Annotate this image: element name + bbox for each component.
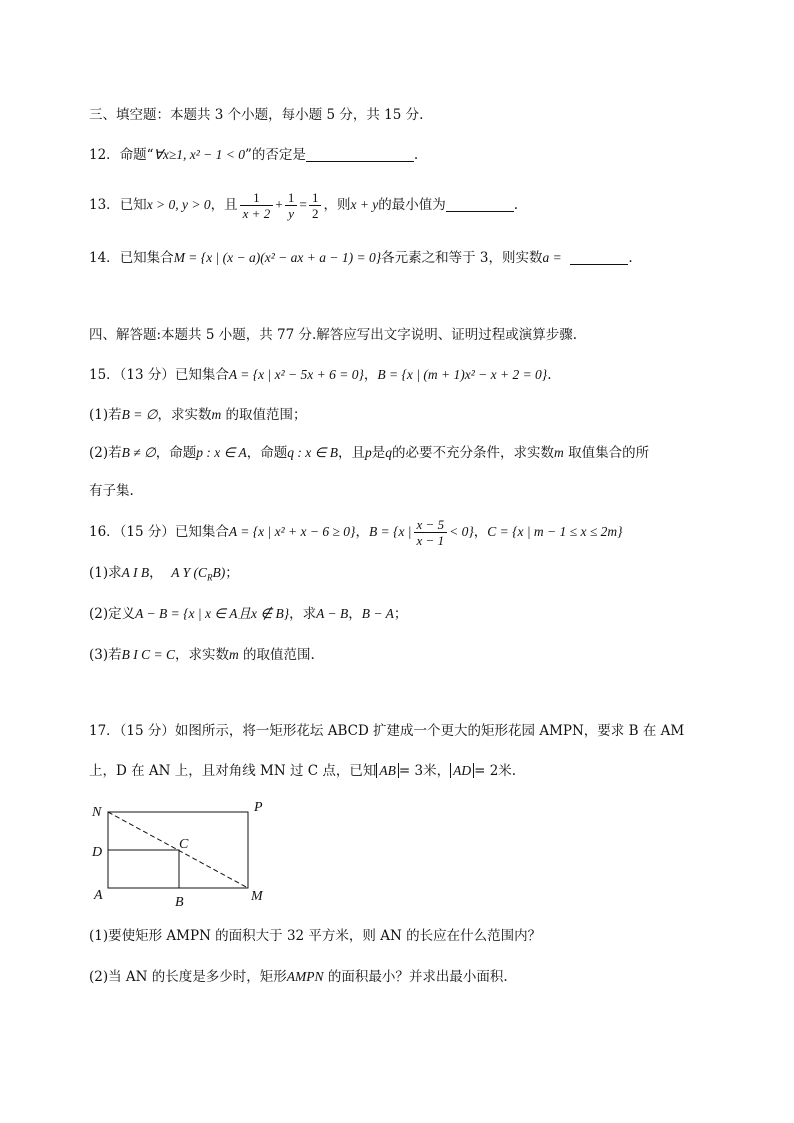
q16-p3-m: m bbox=[229, 647, 239, 662]
q16-p2-b: ，求 bbox=[289, 606, 317, 622]
q16-sep2: ， bbox=[473, 524, 488, 540]
q12-text-a: 命题“ bbox=[119, 147, 154, 163]
q15-p2-math1: B ≠ ∅ bbox=[121, 445, 156, 460]
q16-p3-math: B I C = C bbox=[121, 647, 175, 662]
q16-p1-sep: ， bbox=[149, 565, 163, 581]
question-16-part-2 bbox=[89, 605, 407, 623]
q16-p1-a: (1)求 bbox=[89, 565, 122, 581]
q15-set-b: B = {x | (m + 1)x² − x + 2 = 0} bbox=[377, 367, 548, 382]
label-d: D bbox=[92, 845, 103, 860]
q13-equals: = bbox=[299, 197, 307, 212]
question-16-part-3 bbox=[89, 646, 315, 664]
question-15-part-2-cont: 有子集. bbox=[89, 483, 134, 499]
q14-number: 14． bbox=[89, 250, 120, 266]
q12-text-b: ”的否定是 bbox=[245, 147, 306, 163]
q13-math-a: x > 0, y > 0 bbox=[146, 197, 211, 212]
q14-end: . bbox=[628, 250, 633, 266]
label-a: A bbox=[94, 888, 103, 903]
question-12 bbox=[89, 146, 418, 164]
section4-heading: 四、解答题:本题共 5 小题，共 77 分.解答应写出文字说明、证明过程或演算步骤. bbox=[89, 327, 578, 343]
q15-p1-a: (1)若 bbox=[89, 407, 122, 423]
q13-end: . bbox=[513, 197, 519, 213]
label-p: P bbox=[254, 800, 263, 815]
question-13 bbox=[89, 187, 518, 223]
q16-set-c: C = {x | m − 1 ≤ x ≤ 2m} bbox=[487, 524, 623, 539]
q16-set-b-pre: B = {x | bbox=[368, 524, 412, 539]
question-17-part-1: (1)要使矩形 AMPN 的面积大于 32 平方米，则 AN 的长应在什么范围内？ bbox=[89, 928, 542, 944]
q15-p2-q: q bbox=[385, 445, 393, 460]
q15-header: 15．（13 分）已知集合 bbox=[89, 367, 229, 383]
q15-p2-b: ，命题 bbox=[155, 445, 197, 461]
q16-p1-sub: R bbox=[206, 572, 213, 583]
question-17-line-2 bbox=[89, 762, 516, 780]
question-14 bbox=[89, 249, 633, 267]
q16-set-b-post: < 0} bbox=[449, 524, 474, 539]
q16-p3-a: (3)若 bbox=[89, 647, 122, 663]
label-c: C bbox=[179, 837, 189, 852]
q16-p3-c: 的取值范围. bbox=[243, 647, 315, 663]
q17-p2-a: (2)当 AN 的长度是多少时，矩形 bbox=[89, 969, 287, 985]
q14-text-a: 已知集合 bbox=[119, 250, 174, 266]
question-16-part-1 bbox=[89, 564, 239, 587]
label-m: M bbox=[251, 889, 263, 904]
q16-p2-math: A − B = {x | x ∈ A且x ∉ B} bbox=[135, 606, 290, 621]
q15-p1-m: m bbox=[211, 407, 222, 422]
q13-plus: + bbox=[275, 197, 283, 212]
rect-abcd bbox=[108, 850, 179, 888]
q16-set-a: A = {x | x² + x − 6 ≥ 0} bbox=[228, 524, 356, 539]
q14-math-b: a = bbox=[542, 250, 562, 265]
q17-p2-math: AMPN bbox=[286, 969, 324, 984]
q16-p1-math2: A Y (C bbox=[171, 565, 207, 580]
q13-math-b: x + y bbox=[350, 197, 379, 212]
question-15-part-1 bbox=[89, 406, 307, 424]
q15-sep: ， bbox=[363, 367, 378, 383]
q15-p1-b: ，求实数 bbox=[157, 407, 212, 423]
q15-p2-e: 是 bbox=[371, 445, 386, 461]
q13-fraction-3: $\frac{1}{2}$ bbox=[309, 190, 322, 221]
q17-line2-b: = 3米， bbox=[398, 763, 451, 779]
q17-line2-a: 上，D 在 AN 上，且对角线 MN 过 C 点，已知 bbox=[89, 763, 377, 779]
q16-p3-b: ，求实数 bbox=[175, 647, 229, 663]
q16-sep1: ， bbox=[355, 524, 369, 540]
question-16-stem bbox=[89, 515, 623, 549]
q15-p2-math3: q : x ∈ B bbox=[287, 445, 339, 460]
rectangle-garden-figure bbox=[89, 800, 279, 910]
q15-p2-c: ，命题 bbox=[246, 445, 288, 461]
q16-fraction: $\frac{x - 5}{x - 1}$ bbox=[414, 517, 448, 548]
q13-text-d: 的最小值为 bbox=[378, 197, 446, 213]
q15-set-a: A = {x | x² − 5x + 6 = 0} bbox=[228, 367, 364, 382]
q14-answer-blank[interactable] bbox=[570, 250, 628, 265]
q14-math: M = {x | (x − a)(x² − ax + a − 1) = 0} bbox=[173, 250, 382, 265]
q12-end: . bbox=[413, 147, 419, 163]
q17-ab: AB bbox=[376, 763, 399, 778]
section3-heading: 三、填空题：本题共 3 个小题，每小题 5 分，共 15 分. bbox=[89, 107, 424, 123]
q15-p2-m: m bbox=[554, 445, 564, 460]
q17-ad: AD bbox=[450, 763, 474, 778]
q16-p2-math3: B − A bbox=[361, 606, 394, 621]
q13-text-a: 已知 bbox=[119, 197, 147, 213]
q15-p1-math: B = ∅ bbox=[121, 407, 158, 422]
label-b: B bbox=[175, 895, 184, 910]
q16-p1-math1: A I B bbox=[121, 565, 150, 580]
question-17-part-2 bbox=[89, 968, 508, 986]
question-17-line-1: 17．（15 分）如图所示，将一矩形花坛 ABCD 扩建成一个更大的矩形花园 AMPN，要求 B 在 AM bbox=[89, 723, 685, 739]
q15-p2-f: 的必要不充分条件，求实数 bbox=[392, 445, 555, 461]
q16-p1-math2b: B) bbox=[212, 565, 226, 580]
q15-p1-c: 的取值范围； bbox=[225, 407, 307, 423]
q15-p2-a: (2)若 bbox=[89, 445, 122, 461]
q13-text-c: ，则 bbox=[323, 197, 351, 213]
q16-p2-sep: ， bbox=[348, 606, 362, 622]
label-n: N bbox=[92, 805, 102, 820]
q12-math: ∀x≥1, x² − 1 < 0 bbox=[153, 147, 245, 162]
q16-p1-end: ； bbox=[225, 565, 239, 581]
q12-number: 12． bbox=[89, 147, 120, 163]
question-15-stem bbox=[89, 366, 552, 384]
q16-p2-math2: A − B bbox=[316, 606, 349, 621]
q13-number: 13． bbox=[89, 197, 120, 213]
q13-answer-blank[interactable] bbox=[446, 197, 514, 212]
q16-header: 16．（15 分）已知集合 bbox=[89, 524, 229, 540]
q13-fraction-2: $\frac{1}{y}$ bbox=[285, 190, 298, 221]
question-15-part-2 bbox=[89, 444, 649, 462]
q15-p2-math2: p : x ∈ A bbox=[196, 445, 247, 460]
q13-text-b: ，且 bbox=[210, 197, 238, 213]
q15-p2-p: p bbox=[365, 445, 372, 460]
q17-p2-b: 的面积最小？并求出最小面积. bbox=[327, 969, 508, 985]
q17-line2-c: = 2米. bbox=[474, 763, 517, 779]
q12-answer-blank[interactable] bbox=[306, 147, 414, 162]
q14-text-b: 各元素之和等于 3，则实数 bbox=[381, 250, 543, 266]
q15-p2-d: ，且 bbox=[338, 445, 366, 461]
q13-fraction-1: $\frac{1}{x + 2}$ bbox=[240, 190, 274, 221]
q15-end: . bbox=[547, 367, 552, 383]
q15-p2-g: 取值集合的所 bbox=[568, 445, 650, 461]
q16-p2-a: (2)定义 bbox=[89, 606, 136, 622]
q16-p2-end: ； bbox=[393, 606, 408, 622]
